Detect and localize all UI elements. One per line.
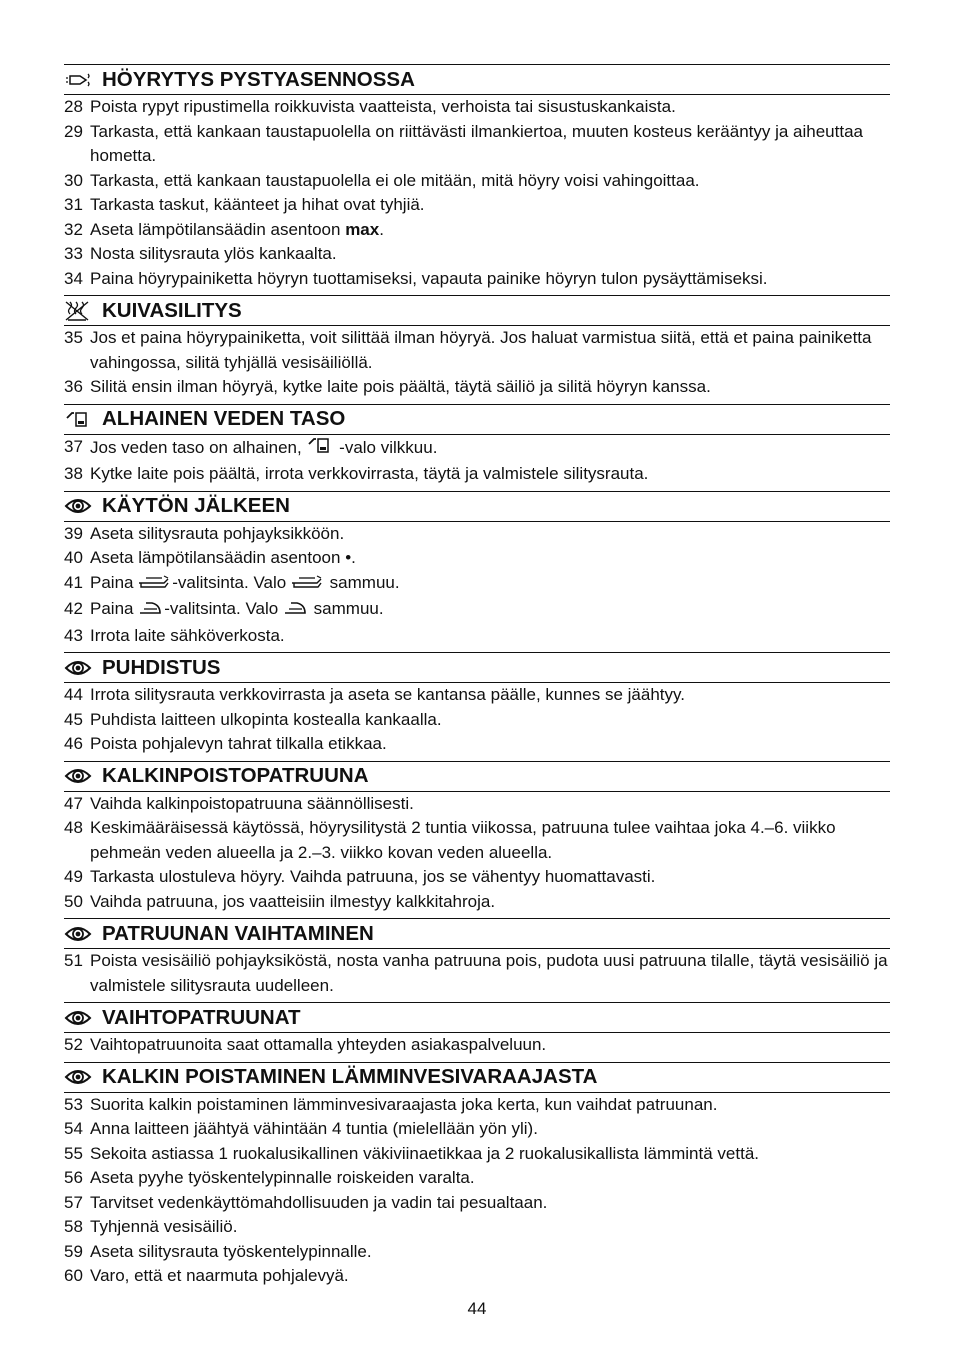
step-text (90, 169, 890, 194)
step-text-part: Aseta pyyhe työskentelypinnalle roiskeiden varalta. (90, 1168, 475, 1187)
step-number: 45 (64, 709, 83, 729)
instruction-item (64, 949, 890, 998)
instruction-item (64, 1093, 890, 1118)
step-text-part: -valo vilkkuu. (334, 437, 438, 457)
instruction-item (64, 708, 890, 733)
section-title: KÄYTÖN JÄLKEEN (102, 494, 290, 517)
step-text (90, 193, 890, 218)
step-text (90, 732, 890, 757)
instruction-item (64, 732, 890, 757)
step-text (90, 1142, 890, 1167)
step-text (90, 120, 890, 169)
step-number: 43 (64, 625, 83, 645)
section-heading (64, 761, 890, 792)
section-heading (64, 295, 890, 326)
instruction-item (64, 95, 890, 120)
instruction-list (64, 1093, 890, 1289)
step-text-part: Vaihtopatruunoita saat ottamalla yhteyden asiakaspalveluun. (90, 1035, 547, 1054)
step-number: 36 (64, 377, 83, 396)
section-title: HÖYRYTYS PYSTYASENNOSSA (102, 67, 415, 91)
instruction-list (64, 522, 890, 649)
step-text (90, 1240, 890, 1265)
instruction-item (64, 865, 890, 890)
step-text-part: Jos et paina höyrypainiketta, voit silittää ilman höyryä. Jos haluat varmistua siitä, että et paina painiketta vahingossa, silitä tyhjällä vesisäiliöllä. (90, 328, 872, 372)
step-number: 32 (64, 219, 83, 239)
instruction-list (64, 792, 890, 915)
instruction-item (64, 435, 890, 463)
step-number: 33 (64, 244, 83, 263)
step-text-part: Sekoita astiassa 1 ruokalusikallinen väkiviinaetikkaa ja 2 ruokalusikallista lämmintä vettä. (90, 1143, 759, 1163)
section (64, 1062, 890, 1289)
step-number: 42 (64, 599, 83, 618)
step-number: 38 (64, 464, 83, 483)
step-number: 51 (64, 951, 83, 970)
step-number: 56 (64, 1168, 83, 1187)
instruction-item (64, 120, 890, 169)
section-title: KALKINPOISTOPATRUUNA (102, 764, 369, 787)
instruction-list (64, 95, 890, 291)
instruction-item (64, 1215, 890, 1240)
instruction-list (64, 949, 890, 998)
instruction-item (64, 267, 890, 292)
step-number: 53 (64, 1094, 83, 1114)
step-text (90, 1264, 890, 1289)
step-text-bold: max (345, 219, 380, 239)
step-number: 40 (64, 548, 83, 567)
step-number: 41 (64, 572, 83, 592)
step-text-part: -valitsinta. Valo (164, 599, 283, 618)
step-text (90, 1215, 890, 1240)
step-text (90, 597, 890, 624)
step-text (90, 326, 890, 375)
step-text (90, 1093, 890, 1118)
section-title: KALKIN POISTAMINEN LÄMMINVESIVARAAJASTA (102, 1065, 598, 1088)
step-text-part: Paina höyrypainiketta höyryn tuottamiseksi, vapauta painike höyryn tulon pysäyttämiseksi. (90, 268, 768, 288)
section (64, 761, 890, 915)
instruction-list (64, 435, 890, 487)
step-text (90, 1166, 890, 1191)
eye-icon (64, 495, 94, 517)
step-text-part: Irrota silitysrauta verkkovirrasta ja aseta se kantansa päälle, kunnes se jäähtyy. (90, 685, 685, 704)
section-heading (64, 404, 890, 435)
step-text (90, 708, 890, 733)
step-text (90, 816, 890, 865)
step-text-part: Tyhjennä vesisäiliö. (90, 1217, 238, 1236)
step-text-part: Aseta lämpötilansäädin asentoon (90, 219, 346, 239)
instruction-item (64, 571, 890, 598)
instruction-item (64, 1117, 890, 1142)
instruction-list (64, 326, 890, 400)
section-title: KUIVASILITYS (102, 298, 242, 322)
step-text-part: . (379, 219, 384, 239)
step-text-part: . (351, 548, 356, 567)
step-text (90, 242, 890, 267)
no-steam-icon (64, 300, 94, 322)
step-text-part: Poista rypyt ripustimella roikkuvista vaatteista, verhoista tai sisustuskankaista. (90, 97, 676, 116)
section-title: PUHDISTUS (102, 655, 221, 679)
step-text-part: Tarkasta ulostuleva höyry. Vaihda patruuna, jos se vähentyy huomattavasti. (90, 867, 656, 886)
section-heading (64, 1002, 890, 1033)
page-number: 44 (467, 1299, 487, 1318)
step-text-part: Vaihda kalkinpoistopatruuna säännöllisesti. (90, 793, 414, 813)
step-text-part: Poista pohjalevyn tahrat tilkalla etikkaa. (90, 734, 387, 753)
step-text (90, 375, 890, 400)
step-text-part: Tarkasta, että kankaan taustapuolella on riittävästi ilmankiertoa, muuten kosteus kerääntyy ja aiheuttaa hometta. (90, 121, 863, 165)
instruction-item (64, 169, 890, 194)
step-text (90, 1033, 890, 1058)
step-number: 58 (64, 1217, 83, 1236)
step-text-part: Aseta silitysrauta pohjayksikköön. (90, 523, 345, 543)
step-text (90, 267, 890, 292)
step-text-part: Tarvitset vedenkäyttömahdollisuuden ja vadin tai pesualtaan. (90, 1192, 548, 1212)
step-number: 50 (64, 891, 83, 911)
step-text-part: Anna laitteen jäähtyä vähintään 4 tuntia (mielellään yön yli). (90, 1119, 538, 1138)
step-text-part: Tarkasta, että kankaan taustapuolella ei ole mitään, mitä höyry voisi vahingoittaa. (90, 170, 700, 190)
instruction-item (64, 624, 890, 649)
instruction-item (64, 462, 890, 487)
instruction-item (64, 546, 890, 571)
step-number: 47 (64, 793, 83, 813)
step-text (90, 890, 890, 915)
step-text (90, 1117, 890, 1142)
section-title: VAIHTOPATRUUNAT (102, 1005, 301, 1029)
iron-icon (138, 599, 164, 624)
section-heading (64, 652, 890, 683)
step-text-part: -valitsinta. Valo (172, 572, 291, 592)
iron-icon (283, 599, 309, 624)
step-number: 48 (64, 818, 83, 837)
step-text (90, 522, 890, 547)
low-water-icon (64, 408, 94, 430)
vertical-steam-icon (64, 69, 94, 91)
section (64, 1002, 890, 1058)
section (64, 404, 890, 487)
instruction-item (64, 816, 890, 865)
step-text-part: Tarkasta taskut, käänteet ja hihat ovat tyhjiä. (90, 195, 425, 214)
instruction-item (64, 375, 890, 400)
section (64, 918, 890, 998)
instruction-item (64, 522, 890, 547)
instruction-list (64, 1033, 890, 1058)
section (64, 652, 890, 757)
step-text (90, 624, 890, 649)
step-text (90, 95, 890, 120)
step-text-part: Aseta lämpötilansäädin asentoon (90, 548, 346, 567)
instruction-item (64, 1240, 890, 1265)
section-heading (64, 918, 890, 949)
instruction-item (64, 1191, 890, 1216)
instruction-item (64, 1033, 890, 1058)
step-number: 54 (64, 1119, 83, 1138)
instruction-item (64, 792, 890, 817)
step-number: 57 (64, 1192, 83, 1212)
step-text-part: Jos veden taso on alhainen, (90, 437, 307, 457)
section-heading (64, 491, 890, 522)
step-number: 29 (64, 121, 83, 141)
step-text-part: Irrota laite sähköverkosta. (90, 625, 285, 645)
instruction-item (64, 1142, 890, 1167)
step-text-part: Aseta silitysrauta työskentelypinnalle. (90, 1241, 372, 1261)
instruction-item (64, 1166, 890, 1191)
step-text (90, 218, 890, 243)
step-number: 60 (64, 1266, 83, 1285)
instruction-item (64, 890, 890, 915)
step-text (90, 949, 890, 998)
instruction-item (64, 683, 890, 708)
section (64, 64, 890, 291)
step-text (90, 1191, 890, 1216)
instruction-item (64, 218, 890, 243)
steam-generator-icon (138, 573, 172, 598)
step-number: 31 (64, 195, 83, 214)
section-heading (64, 1062, 890, 1093)
eye-icon (64, 1066, 94, 1088)
step-number: 39 (64, 523, 83, 543)
step-text-part: Silitä ensin ilman höyryä, kytke laite pois päältä, täytä säiliö ja silitä höyryn kanssa. (90, 377, 711, 396)
step-text-part: sammuu. (324, 572, 400, 592)
eye-icon (64, 657, 94, 679)
step-text-part: Paina (90, 572, 139, 592)
eye-icon (64, 1007, 94, 1029)
step-number: 37 (64, 436, 83, 456)
step-text-part: Vaihda patruuna, jos vaatteisiin ilmestyy kalkkitahroja. (90, 891, 496, 911)
step-text-part: Nosta silitysrauta ylös kankaalta. (90, 244, 337, 263)
step-text-part: Kytke laite pois päältä, irrota verkkovirrasta, täytä ja valmistele silitysrauta. (90, 464, 649, 483)
step-number: 59 (64, 1241, 83, 1261)
step-text (90, 462, 890, 487)
step-text (90, 792, 890, 817)
instruction-item (64, 242, 890, 267)
section (64, 491, 890, 649)
step-number: 55 (64, 1143, 83, 1163)
eye-icon (64, 765, 94, 787)
step-text-part: Poista vesisäiliö pohjayksiköstä, nosta vanha patruuna pois, pudota uusi patruuna tilalle, täytä vesisäiliö ja valmistele silitysrauta uudelleen. (90, 951, 888, 995)
section-heading (64, 64, 890, 95)
step-number: 49 (64, 867, 83, 886)
step-text (90, 683, 890, 708)
manual-page (64, 60, 890, 1289)
instruction-list (64, 683, 890, 757)
step-text (90, 546, 890, 571)
eye-icon (64, 923, 94, 945)
step-text (90, 435, 890, 463)
section (64, 295, 890, 400)
step-text-part: Keskimääräisessä käytössä, höyrysilitystä 2 tuntia viikossa, patruuna tulee vaihtaa joka 4.–6. viikko pehmeän veden alueella ja 2.–3. viikko kovan veden alueella. (90, 818, 836, 862)
instruction-item (64, 1264, 890, 1289)
steam-generator-icon (291, 573, 325, 598)
low-water-icon (306, 435, 334, 463)
step-number: 44 (64, 685, 83, 704)
step-text-part: sammuu. (308, 599, 384, 618)
step-text (90, 865, 890, 890)
step-number: 34 (64, 268, 83, 288)
instruction-item (64, 597, 890, 624)
step-number: 35 (64, 328, 83, 347)
instruction-item (64, 193, 890, 218)
section-title: ALHAINEN VEDEN TASO (102, 407, 346, 430)
step-number: 46 (64, 734, 83, 753)
step-text-part: Varo, että et naarmuta pohjalevyä. (90, 1266, 349, 1285)
step-number: 28 (64, 97, 83, 116)
step-text-part: Suorita kalkin poistaminen lämminvesivaraajasta joka kerta, kun vaihdat patruunan. (90, 1094, 718, 1114)
step-number: 30 (64, 170, 83, 190)
step-text-part: Paina (90, 599, 139, 618)
step-number: 52 (64, 1035, 83, 1054)
step-text-part: Puhdista laitteen ulkopinta kostealla kankaalla. (90, 709, 442, 729)
section-title: PATRUUNAN VAIHTAMINEN (102, 921, 374, 945)
instruction-item (64, 326, 890, 375)
temperature-dot: • (345, 548, 352, 567)
step-text (90, 571, 890, 598)
